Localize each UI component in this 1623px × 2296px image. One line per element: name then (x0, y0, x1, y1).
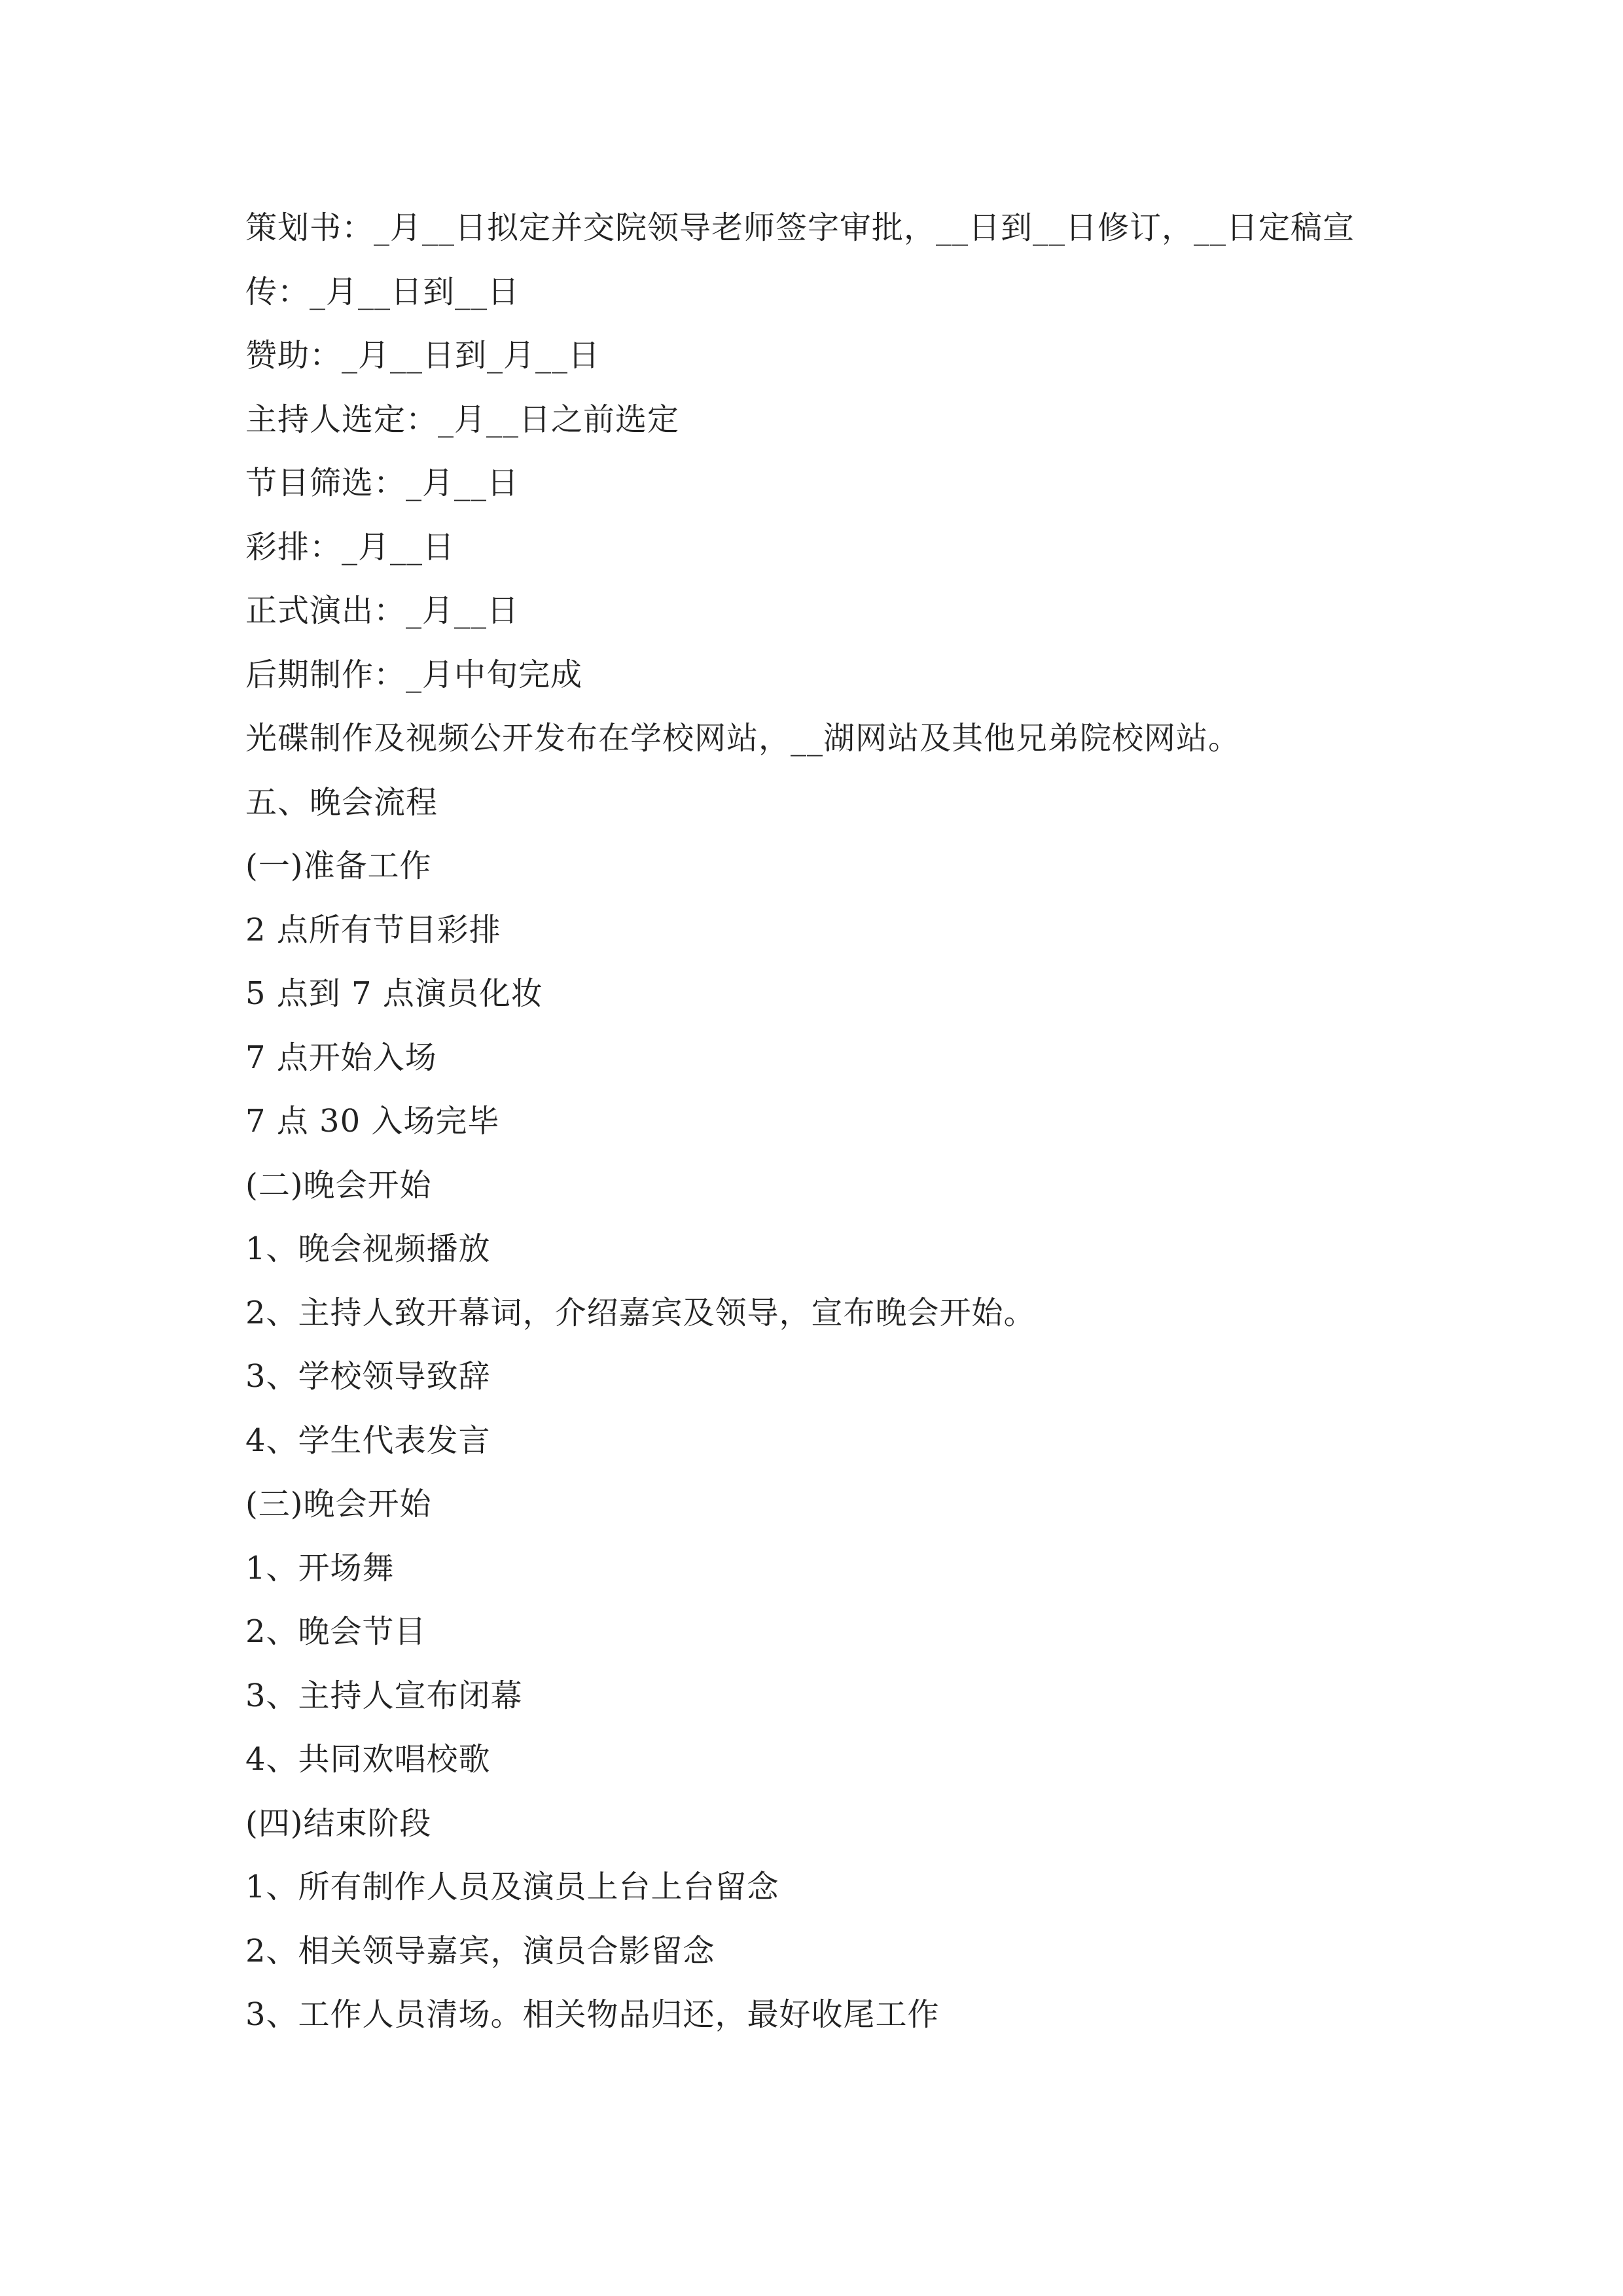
schedule-publicity-line: 传：_月__日到__日 (245, 273, 520, 310)
list-item: 2 点所有节目彩排 (245, 911, 501, 948)
list-item: 4、共同欢唱校歌 (245, 1741, 491, 1778)
list-item: 3、学校领导致辞 (245, 1358, 491, 1395)
list-item: 5 点到 7 点演员化妆 (245, 975, 543, 1012)
schedule-program-screening-line: 节目筛选：_月__日 (245, 465, 520, 501)
list-item: 4、学生代表发言 (245, 1422, 491, 1459)
list-item: 3、工作人员清场。相关物品归还，最好收尾工作 (245, 1996, 940, 2033)
subsection-heading-main: (三)晚会开始 (245, 1486, 432, 1522)
schedule-planning-line: 策划书：_月__日拟定并交院领导老师签字审批，__日到__日修订，__日定稿宣 (245, 209, 1355, 246)
document-body (245, 196, 1397, 2047)
schedule-post-production-line: 后期制作：_月中旬完成 (245, 656, 583, 693)
list-item: 1、所有制作人员及演员上台上台留念 (245, 1869, 779, 1905)
list-item: 3、主持人宣布闭幕 (245, 1677, 523, 1714)
list-item: 1、开场舞 (245, 1549, 395, 1587)
list-item: 7 点开始入场 (245, 1039, 437, 1076)
list-item: 2、晚会节目 (245, 1613, 427, 1650)
schedule-rehearsal-line: 彩排：_月__日 (245, 528, 455, 565)
schedule-sponsorship-line: 赞助：_月__日到_月__日 (245, 337, 601, 374)
section-heading-flow: 五、晚会流程 (245, 783, 438, 821)
list-item: 1、晚会视频播放 (245, 1230, 491, 1267)
subsection-heading-preparation: (一)准备工作 (245, 848, 432, 884)
list-item: 7 点 30 入场完毕 (245, 1103, 500, 1139)
schedule-release-line: 光碟制作及视频公开发布在学校网站，__湖网站及其他兄弟院校网站。 (245, 720, 1241, 757)
list-item: 2、主持人致开幕词，介绍嘉宾及领导，宣布晚会开始。 (245, 1294, 1036, 1331)
list-item: 2、相关领导嘉宾，演员合影留念 (245, 1932, 715, 1969)
schedule-host-selection-line: 主持人选定：_月__日之前选定 (245, 401, 680, 438)
subsection-heading-closing: (四)结束阶段 (245, 1804, 432, 1842)
schedule-performance-line: 正式演出：_月__日 (245, 592, 520, 629)
subsection-heading-opening: (二)晚会开始 (245, 1166, 432, 1204)
